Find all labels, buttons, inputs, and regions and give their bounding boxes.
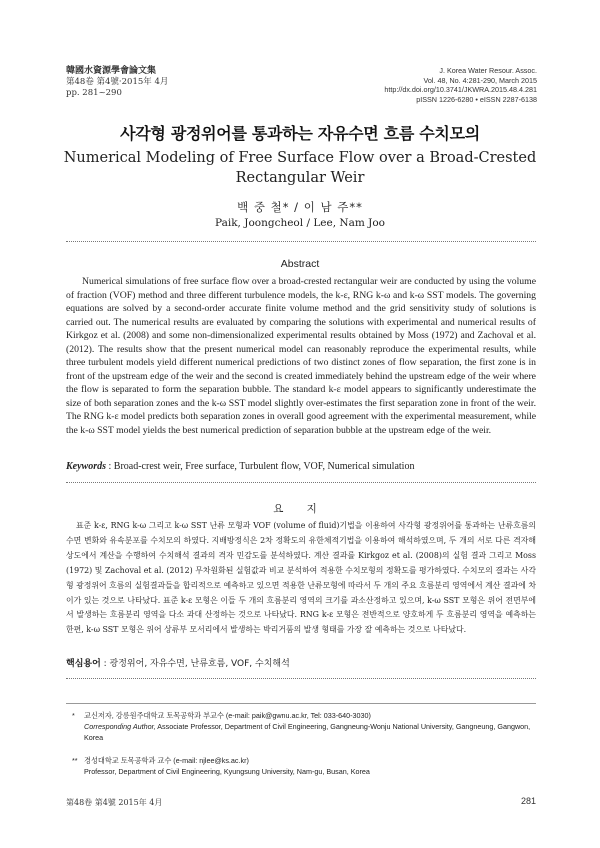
issn: pISSN 1226-6280 • eISSN 2287-6138 (416, 94, 537, 104)
divider-dotted (66, 482, 536, 483)
abstract-heading: Abstract (280, 258, 320, 270)
footnote-role: Corresponding Author, (84, 722, 156, 731)
paper-title-english: Numerical Modeling of Free Surface Flow over a Broad-Crested Rectangular Weir (63, 150, 537, 186)
authors-english: Paik, Joongcheol / Lee, Nam Joo (214, 217, 385, 229)
keywords-line (66, 461, 536, 472)
journal-header-korean (66, 66, 168, 99)
volume-en: Vol. 48, No. 4:281-290, March 2015 (423, 75, 537, 85)
journal-header-english (384, 66, 537, 104)
footnote-line-ko: 경성대학교 토목공학과 교수 (e-mail: njlee@ks.ac.kr) (84, 756, 249, 765)
keywords-text: : Broad-crest weir, Free surface, Turbulent flow, VOF, Numerical simulation (108, 461, 415, 472)
korean-keywords-label: 핵심용어 (66, 659, 101, 669)
divider-dotted (66, 241, 536, 242)
volume-ko: 第48卷 第4號·2015年 4月 (66, 77, 169, 87)
divider-dotted (66, 678, 536, 679)
footnote-coauthor (72, 755, 536, 777)
journal-name-en: J. Korea Water Resour. Assoc. (439, 66, 537, 75)
footer-issue: 第48卷 第4號 2015年 4月 (66, 798, 163, 807)
korean-abstract-body: 표준 k-ε, RNG k-ω 그리고 k-ω SST 난류 모형과 VOF (volume of fluid)기법을 이용하여 사각형 광정위어를 통과하는 난류흐름의 수면 변화와 유속분포를 수치모의 하였다. 지배방정식은 2차 정확도의 유한체적기법을 이용하여 해석하였으며, 두 개의 서로 다른 격자해상도에서 계산을 수행하여 수치해석 결과의 격자 민감도를 분석하였다. 계산 결과를 Kirkgoz et al. (2008)의 실험 결과 그리고 Moss (1972) 및 Zachoval et al. (2012) 무차원화된 실험값과 비교 분석하여 적용한 수치모형의 정확도를 평가하였다. 수치모의 결과는 사각형 광정위어 흐름의 실험결과들을 합리적으로 예측하고 있으면 적용한 난류모형에 따라서 두 개의 주요 흐름분리 영역에서 계산 결과에 차이가 있는 것으로 나타났다. 표준 k-ε 모형은 이들 두 개의 흐름분리 영역의 크기를 과소산정하고 있으며, k-ω SST 모형은 위어 전면부에서 발생하는 흐름분리 영역을 다소 과대 산정하는 것으로 나타났다. RNG k-ε 모형은 전반적으로 양호하게 두 흐름분리 영역을 예측하는 한편, k-ω SST 모형은 위어 상류부 모서리에서 발생하는 박리거품의 발생 형태를 가장 잘 예측하는 것으로 나타났다. (66, 521, 536, 635)
paper-title-korean: 사각형 광정위어를 통과하는 자유수면 흐름 수치모의 (120, 124, 480, 143)
keywords-label: Keywords (66, 461, 106, 472)
footnote-corresponding-author (72, 710, 536, 743)
footnote-line-en: Professor, Department of Civil Engineering, Kyungsung University, Nam-gu, Busan, Korea (84, 767, 370, 776)
korean-abstract-heading: 요 지 (273, 503, 327, 515)
korean-keywords-line (66, 656, 536, 669)
korean-keywords-text: : 광정위어, 자유수면, 난류흐름, VOF, 수치해석 (103, 659, 290, 669)
footnote-marker: ** (72, 756, 78, 765)
abstract-body: Numerical simulations of free surface flow over a broad-crested rectangular weir are conducted by using the volume of fraction (VOF) method and three different turbulence models, the k-ε, RNG k-ω and k-ω SST models. The governing equations are solved by a second-order accurate finite volume method and the grid sensitivity study of solutions is carried out. The numerical results are evaluated by comparing the solutions with experimental and numerical results of Kirkgoz et al. (2008) and some non-dimensionalized experimental results obtained by Moss (1972) and Zachoval et al. (2012). The results show that the present numerical model can reasonably reproduce the experimental results, while three turbulent models yield different numerical predictions of two distinct zones of flow separation, the first zone is in front of the upstream edge of the weir and the second is created immediately behind the upstream edge of the weir where the flow is separated to form the separation bubble. The standard k-ε model appears to significantly underestimate the size of both separation zones and the k-ω SST model slightly over-estimates the first separation zone in front of the weir. The RNG k-ε model predicts both separation zones in overall good agreement with the experimental measurement, while the k-ω SST model yields the best numerical prediction of separation bubble at the upstream edge of the weir. (66, 276, 536, 436)
doi-link[interactable]: http://dx.doi.org/10.3741/JKWRA.2015.48.4.281 (384, 85, 537, 95)
journal-name-ko: 韓國水資源學會論文集 (66, 66, 157, 76)
footnote-line-ko: 교신저자, 강릉원주대학교 토목공학과 부교수 (e-mail: paik@gwnu.ac.kr, Tel: 033-640-3030) (84, 711, 371, 720)
footnote-rule (66, 703, 536, 704)
footnote-line-en: Corresponding Author, Associate Professor, Department of Civil Engineering, Gangneung-Wonju National University, Gangneung, Gangwon, Korea (84, 722, 531, 742)
pages-ko: pp. 281~290 (66, 88, 122, 98)
page-number: 281 (520, 796, 536, 806)
footnote-marker: * (72, 711, 75, 720)
authors-korean: 백 중 철* / 이 남 주** (237, 200, 363, 214)
